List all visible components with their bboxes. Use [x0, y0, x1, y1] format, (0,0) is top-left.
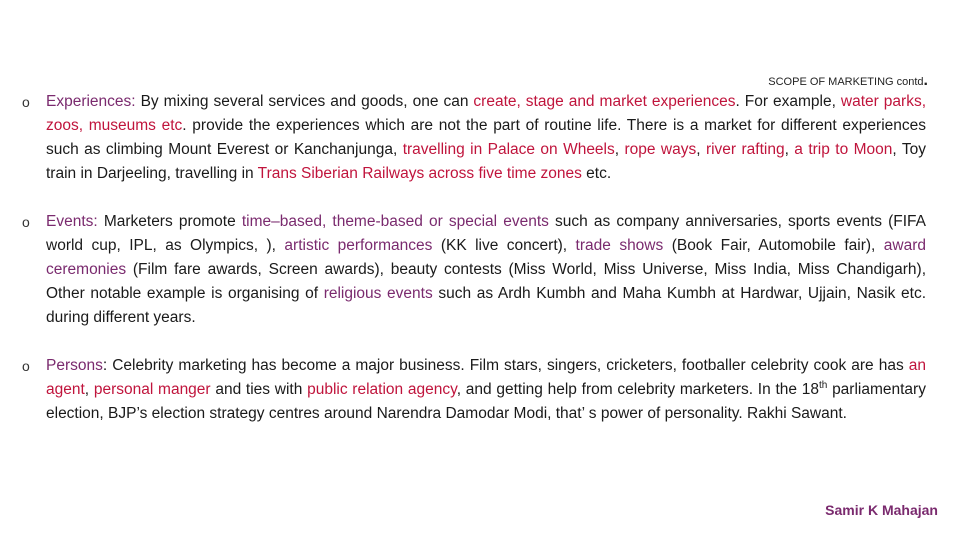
bullet-text: time–based, theme-based or special events [241, 213, 549, 230]
bullet-text: (KK live concert), [432, 237, 576, 254]
bullet-term: Experiences: [46, 93, 136, 110]
bullet-experiences [22, 90, 926, 186]
bullet-text: (Book Fair, Automobile fair), [663, 237, 884, 254]
bullet-text: , [784, 141, 795, 158]
bullet-events [22, 210, 926, 330]
bullet-text: parliamentary election, BJP’s election strategy centres around Narendra Damodar Modi, that’ s power of personality. Rakhi Sawant. [46, 381, 926, 422]
bullet-text: etc. [581, 165, 612, 182]
bullet-text: , Toy train in Darjeeling, travelling in [46, 141, 926, 182]
bullet-text: , [84, 381, 94, 398]
bullet-text: an agent [46, 357, 926, 398]
bullet-text: , [614, 141, 625, 158]
bullet-text: personal manger [93, 381, 211, 398]
author-credit: Samir K Mahajan [825, 502, 938, 518]
bullet-text: religious events [323, 285, 433, 302]
circle-bullet-icon: o [22, 358, 30, 374]
bullet-text: such as Ardh Kumbh and Maha Kumbh at Hardwar, Ujjain, Nasik etc. during different years. [46, 285, 926, 326]
bullet-text: rope ways [624, 141, 697, 158]
bullet-text: travelling in Palace on Wheels [402, 141, 615, 158]
bullet-text: . provide the experiences which are not the part of routine life. There is a market for different experiences such as climbing Mount Everest or Kanchanjunga, [46, 117, 927, 158]
bullet-persons [22, 354, 926, 426]
bullet-text: artistic performances [284, 237, 433, 254]
bullet-text: trade shows [575, 237, 664, 254]
bullet-text: : Celebrity marketing has become a major business. Film stars, singers, cricketers, footballer celebrity cook are has [102, 357, 909, 374]
slide-title: SCOPE OF MARKETING contd [768, 76, 924, 88]
bullet-text: , [696, 141, 706, 158]
bullet-text: , and getting help from celebrity marketers. In the 18 [456, 381, 819, 398]
bullet-text: such as company anniversaries, sports events (FIFA world cup, IPL, as Olympics, ), [46, 213, 927, 254]
bullet-text: (Film fare awards, Screen awards), beauty contests (Miss World, Miss Universe, Miss India, Miss Chandigarh), Other notable example is organising of [46, 261, 926, 302]
bullet-list [22, 90, 926, 426]
bullet-text: river rafting [705, 141, 785, 158]
bullet-text: a trip to Moon [794, 141, 893, 158]
title-dot: . [923, 72, 928, 89]
bullet-text: create, stage and market experiences [473, 93, 736, 110]
bullet-text: . For example, [735, 93, 841, 110]
bullet-text: award ceremonies [46, 237, 926, 278]
bullet-text: and ties with [210, 381, 308, 398]
bullet-text: water parks, zoos, museums etc [46, 93, 927, 134]
bullet-term: Persons [46, 357, 103, 374]
bullet-text: Trans Siberian Railways across five time zones [257, 165, 582, 182]
bullet-text: By mixing several services and goods, one can [135, 93, 474, 110]
slide-header [768, 72, 928, 90]
bullet-text: public relation agency [307, 381, 457, 398]
bullet-term: Events: [46, 213, 98, 230]
bullet-text: Marketers promote [97, 213, 242, 230]
circle-bullet-icon: o [22, 94, 30, 110]
circle-bullet-icon: o [22, 214, 30, 230]
bullet-text: th [818, 379, 828, 391]
